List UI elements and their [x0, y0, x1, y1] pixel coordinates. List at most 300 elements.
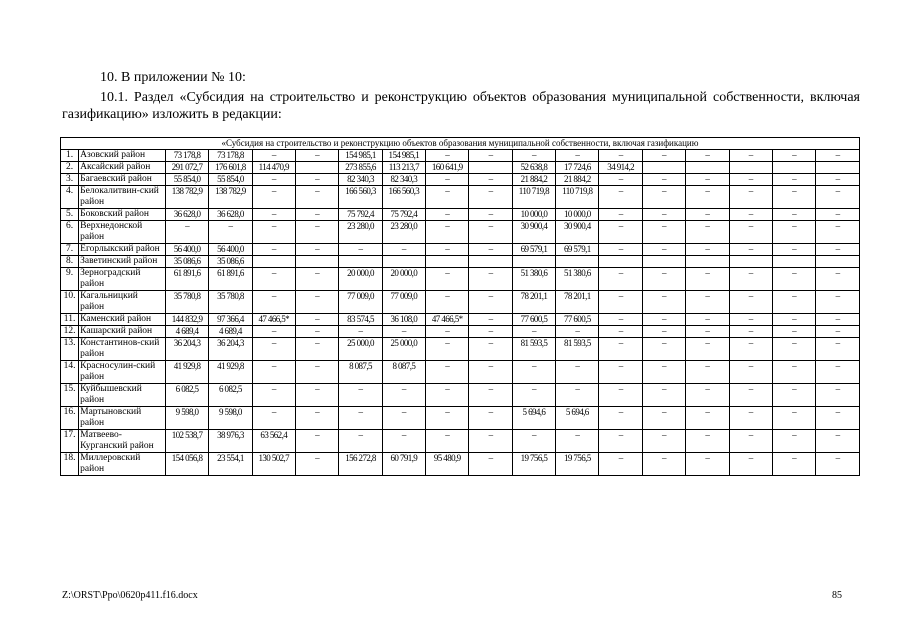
district-name: Егорлыкский район	[79, 244, 166, 256]
value-cell: –	[686, 430, 729, 453]
value-cell: –	[469, 453, 512, 476]
value-cell: 36 108,0	[382, 314, 425, 326]
value-cell: –	[816, 186, 860, 209]
value-cell: –	[729, 453, 772, 476]
value-cell: 38 976,3	[209, 430, 252, 453]
value-cell: –	[686, 291, 729, 314]
value-cell: –	[426, 326, 469, 338]
value-cell: –	[816, 314, 860, 326]
value-cell: –	[426, 150, 469, 162]
value-cell: –	[686, 150, 729, 162]
value-cell: 56 400,0	[209, 244, 252, 256]
value-cell: 19 756,5	[512, 453, 555, 476]
value-cell: 41 929,8	[165, 361, 208, 384]
value-cell: 166 560,3	[339, 186, 382, 209]
value-cell: –	[729, 314, 772, 326]
district-name: Азовский район	[79, 150, 166, 162]
value-cell: –	[382, 407, 425, 430]
table-caption: «Субсидия на строительство и реконструкцию объектов образования муниципальной собственности, включая газификацию	[61, 138, 860, 150]
value-cell: 41 929,8	[209, 361, 252, 384]
value-cell: 110 719,8	[512, 186, 555, 209]
table-row	[61, 174, 860, 186]
value-cell: –	[469, 326, 512, 338]
value-cell: –	[252, 150, 295, 162]
value-cell	[469, 256, 512, 268]
value-cell: –	[599, 384, 642, 407]
value-cell: –	[642, 150, 685, 162]
value-cell: –	[556, 361, 599, 384]
value-cell: 25 000,0	[382, 338, 425, 361]
table-row	[61, 209, 860, 221]
value-cell: –	[426, 338, 469, 361]
table-row	[61, 256, 860, 268]
value-cell: 291 072,7	[165, 162, 208, 174]
value-cell: 130 502,7	[252, 453, 295, 476]
value-cell: 35 780,8	[165, 291, 208, 314]
value-cell: –	[816, 430, 860, 453]
value-cell: –	[729, 221, 772, 244]
value-cell: 144 832,9	[165, 314, 208, 326]
district-name: Заветинский район	[79, 256, 166, 268]
value-cell: –	[556, 384, 599, 407]
value-cell: –	[599, 221, 642, 244]
row-number: 5.	[61, 209, 79, 221]
value-cell: –	[729, 326, 772, 338]
value-cell: 102 538,7	[165, 430, 208, 453]
table-row	[61, 384, 860, 407]
value-cell: –	[512, 384, 555, 407]
value-cell: –	[469, 407, 512, 430]
value-cell: 30 900,4	[556, 221, 599, 244]
row-number: 10.	[61, 291, 79, 314]
value-cell: –	[816, 268, 860, 291]
value-cell: –	[426, 361, 469, 384]
value-cell: –	[729, 338, 772, 361]
value-cell: 10 000,0	[512, 209, 555, 221]
value-cell: –	[252, 209, 295, 221]
value-cell: –	[642, 326, 685, 338]
value-cell: 9 598,0	[165, 407, 208, 430]
value-cell: –	[686, 384, 729, 407]
value-cell: 73 178,8	[209, 150, 252, 162]
value-cell: –	[252, 384, 295, 407]
row-number: 17.	[61, 430, 79, 453]
value-cell: –	[772, 209, 815, 221]
value-cell	[426, 256, 469, 268]
value-cell: 77 600,5	[512, 314, 555, 326]
value-cell: 30 900,4	[512, 221, 555, 244]
value-cell: –	[295, 338, 338, 361]
value-cell: –	[469, 150, 512, 162]
value-cell	[686, 162, 729, 174]
value-cell: –	[599, 150, 642, 162]
value-cell: –	[772, 291, 815, 314]
value-cell: 97 366,4	[209, 314, 252, 326]
value-cell: 160 641,9	[426, 162, 469, 174]
value-cell: –	[252, 221, 295, 244]
value-cell: –	[729, 150, 772, 162]
value-cell: –	[729, 384, 772, 407]
value-cell: 34 914,2	[599, 162, 642, 174]
value-cell: 95 480,9	[426, 453, 469, 476]
value-cell: 273 855,6	[339, 162, 382, 174]
table-row	[61, 244, 860, 256]
value-cell: –	[642, 174, 685, 186]
value-cell: –	[772, 174, 815, 186]
value-cell: –	[642, 361, 685, 384]
value-cell: 36 204,3	[165, 338, 208, 361]
value-cell: 51 380,6	[556, 268, 599, 291]
district-name: Константинов-ский район	[79, 338, 166, 361]
value-cell: –	[469, 314, 512, 326]
value-cell: 47 466,5*	[426, 314, 469, 326]
table-row	[61, 186, 860, 209]
value-cell: –	[772, 326, 815, 338]
value-cell: –	[686, 407, 729, 430]
row-number: 14.	[61, 361, 79, 384]
value-cell: 20 000,0	[382, 268, 425, 291]
table-row	[61, 453, 860, 476]
row-number: 12.	[61, 326, 79, 338]
value-cell: 6 082,5	[209, 384, 252, 407]
value-cell: 56 400,0	[165, 244, 208, 256]
district-name: Белокалитвин-ский район	[79, 186, 166, 209]
value-cell: 5 694,6	[556, 407, 599, 430]
value-cell: 47 466,5*	[252, 314, 295, 326]
value-cell	[642, 162, 685, 174]
district-name: Зерноградский район	[79, 268, 166, 291]
value-cell: –	[772, 407, 815, 430]
value-cell: 21 884,2	[512, 174, 555, 186]
value-cell: –	[686, 314, 729, 326]
value-cell: 35 086,6	[165, 256, 208, 268]
value-cell: –	[295, 150, 338, 162]
value-cell: –	[816, 338, 860, 361]
value-cell: –	[426, 430, 469, 453]
section-heading: 10. В приложении № 10:	[100, 70, 246, 85]
value-cell	[772, 256, 815, 268]
value-cell	[642, 256, 685, 268]
value-cell: 51 380,6	[512, 268, 555, 291]
value-cell: 176 601,8	[209, 162, 252, 174]
value-cell: –	[252, 186, 295, 209]
value-cell: 19 756,5	[556, 453, 599, 476]
value-cell: –	[426, 291, 469, 314]
value-cell: 82 340,3	[382, 174, 425, 186]
value-cell: –	[599, 314, 642, 326]
value-cell: 23 280,0	[382, 221, 425, 244]
table-row	[61, 430, 860, 453]
value-cell: –	[165, 221, 208, 244]
value-cell: 110 719,8	[556, 186, 599, 209]
value-cell: 63 562,4	[252, 430, 295, 453]
value-cell: –	[599, 326, 642, 338]
value-cell: –	[816, 407, 860, 430]
value-cell: –	[599, 209, 642, 221]
value-cell: –	[772, 314, 815, 326]
value-cell: 156 272,8	[339, 453, 382, 476]
value-cell: –	[642, 407, 685, 430]
row-number: 8.	[61, 256, 79, 268]
row-number: 15.	[61, 384, 79, 407]
value-cell: –	[252, 326, 295, 338]
value-cell: –	[642, 338, 685, 361]
value-cell: –	[599, 186, 642, 209]
value-cell: –	[772, 384, 815, 407]
value-cell: –	[426, 407, 469, 430]
value-cell: 23 554,1	[209, 453, 252, 476]
value-cell: –	[642, 291, 685, 314]
value-cell: –	[252, 244, 295, 256]
subsidy-table	[60, 137, 860, 476]
district-name: Кагальницкий район	[79, 291, 166, 314]
value-cell: –	[599, 338, 642, 361]
value-cell: –	[252, 268, 295, 291]
value-cell: –	[599, 430, 642, 453]
value-cell: 69 579,1	[512, 244, 555, 256]
row-number: 4.	[61, 186, 79, 209]
value-cell: –	[599, 361, 642, 384]
value-cell: –	[426, 209, 469, 221]
value-cell: –	[426, 174, 469, 186]
value-cell: 81 593,5	[556, 338, 599, 361]
value-cell: 69 579,1	[556, 244, 599, 256]
value-cell: 36 204,3	[209, 338, 252, 361]
value-cell: –	[772, 268, 815, 291]
value-cell: –	[339, 244, 382, 256]
row-number: 9.	[61, 268, 79, 291]
value-cell: –	[556, 326, 599, 338]
value-cell: –	[295, 174, 338, 186]
district-name: Мартыновский район	[79, 407, 166, 430]
value-cell: 60 791,9	[382, 453, 425, 476]
table-row	[61, 268, 860, 291]
value-cell	[339, 256, 382, 268]
value-cell: 75 792,4	[382, 209, 425, 221]
value-cell: –	[512, 326, 555, 338]
row-number: 13.	[61, 338, 79, 361]
value-cell	[816, 256, 860, 268]
section-paragraph: 10.1. Раздел «Субсидия на строительство и реконструкцию объектов образования муниципальной собственности, включая газификацию» изложить в редакции:	[62, 90, 860, 122]
row-number: 18.	[61, 453, 79, 476]
value-cell: –	[816, 209, 860, 221]
value-cell: 138 782,9	[165, 186, 208, 209]
value-cell: –	[599, 407, 642, 430]
value-cell: 5 694,6	[512, 407, 555, 430]
district-name: Каменский район	[79, 314, 166, 326]
value-cell: 4 689,4	[165, 326, 208, 338]
value-cell: –	[382, 326, 425, 338]
value-cell: 10 000,0	[556, 209, 599, 221]
table-row	[61, 150, 860, 162]
value-cell: –	[295, 430, 338, 453]
value-cell: –	[469, 291, 512, 314]
value-cell	[252, 256, 295, 268]
district-name: Боковский район	[79, 209, 166, 221]
value-cell: –	[295, 384, 338, 407]
value-cell: 78 201,1	[556, 291, 599, 314]
value-cell: 81 593,5	[512, 338, 555, 361]
value-cell: –	[816, 174, 860, 186]
value-cell: –	[252, 407, 295, 430]
value-cell	[295, 162, 338, 174]
value-cell	[729, 256, 772, 268]
value-cell: –	[295, 326, 338, 338]
value-cell: –	[642, 384, 685, 407]
value-cell: –	[816, 291, 860, 314]
value-cell: –	[642, 244, 685, 256]
table-row	[61, 407, 860, 430]
value-cell: 154 056,8	[165, 453, 208, 476]
table-row	[61, 326, 860, 338]
value-cell: –	[816, 384, 860, 407]
value-cell: –	[816, 221, 860, 244]
row-number: 3.	[61, 174, 79, 186]
value-cell: –	[382, 384, 425, 407]
value-cell: –	[686, 361, 729, 384]
value-cell: –	[729, 407, 772, 430]
footer-file-path: Z:\ORST\Ppo\0620p411.f16.docx	[62, 590, 198, 601]
value-cell: –	[339, 326, 382, 338]
value-cell: –	[339, 384, 382, 407]
value-cell: –	[816, 361, 860, 384]
value-cell: –	[816, 150, 860, 162]
value-cell: –	[252, 291, 295, 314]
value-cell: –	[599, 291, 642, 314]
value-cell: –	[772, 453, 815, 476]
value-cell: –	[252, 361, 295, 384]
value-cell: 36 628,0	[209, 209, 252, 221]
value-cell	[469, 162, 512, 174]
value-cell: –	[426, 268, 469, 291]
value-cell: –	[295, 291, 338, 314]
value-cell: –	[686, 338, 729, 361]
value-cell: 154 985,1	[382, 150, 425, 162]
value-cell: –	[729, 268, 772, 291]
value-cell: –	[729, 244, 772, 256]
value-cell: 55 854,0	[165, 174, 208, 186]
row-number: 6.	[61, 221, 79, 244]
value-cell: –	[382, 430, 425, 453]
value-cell: –	[469, 186, 512, 209]
value-cell: –	[426, 186, 469, 209]
value-cell: –	[772, 361, 815, 384]
value-cell: –	[599, 244, 642, 256]
row-number: 7.	[61, 244, 79, 256]
value-cell: –	[772, 150, 815, 162]
value-cell: –	[816, 453, 860, 476]
value-cell: –	[339, 407, 382, 430]
value-cell: –	[772, 430, 815, 453]
value-cell	[816, 162, 860, 174]
value-cell: –	[469, 361, 512, 384]
value-cell: –	[642, 430, 685, 453]
value-cell: –	[469, 268, 512, 291]
value-cell: –	[556, 150, 599, 162]
value-cell: 82 340,3	[339, 174, 382, 186]
value-cell: –	[295, 221, 338, 244]
value-cell	[772, 162, 815, 174]
value-cell: 83 574,5	[339, 314, 382, 326]
value-cell: 138 782,9	[209, 186, 252, 209]
value-cell: –	[642, 221, 685, 244]
table-row	[61, 221, 860, 244]
value-cell: –	[469, 338, 512, 361]
value-cell: 114 470,9	[252, 162, 295, 174]
value-cell: 61 891,6	[209, 268, 252, 291]
district-name: Миллеровский район	[79, 453, 166, 476]
value-cell: –	[686, 186, 729, 209]
value-cell: 35 086,6	[209, 256, 252, 268]
row-number: 11.	[61, 314, 79, 326]
value-cell: –	[295, 407, 338, 430]
value-cell: –	[469, 221, 512, 244]
value-cell	[556, 256, 599, 268]
value-cell: –	[469, 209, 512, 221]
value-cell: –	[426, 244, 469, 256]
value-cell: –	[556, 430, 599, 453]
value-cell: –	[729, 361, 772, 384]
value-cell	[599, 256, 642, 268]
table-row	[61, 314, 860, 326]
district-name: Багаевский район	[79, 174, 166, 186]
value-cell	[686, 256, 729, 268]
value-cell: –	[295, 453, 338, 476]
value-cell: –	[252, 174, 295, 186]
value-cell: 36 628,0	[165, 209, 208, 221]
value-cell: –	[816, 326, 860, 338]
value-cell: –	[816, 244, 860, 256]
value-cell: 73 178,8	[165, 150, 208, 162]
row-number: 16.	[61, 407, 79, 430]
value-cell: –	[642, 186, 685, 209]
value-cell	[295, 256, 338, 268]
value-cell: –	[209, 221, 252, 244]
value-cell: –	[772, 221, 815, 244]
value-cell: 113 213,7	[382, 162, 425, 174]
value-cell: 9 598,0	[209, 407, 252, 430]
value-cell: 52 638,8	[512, 162, 555, 174]
value-cell: –	[642, 268, 685, 291]
value-cell: –	[512, 430, 555, 453]
row-number: 1.	[61, 150, 79, 162]
value-cell: –	[642, 314, 685, 326]
value-cell: –	[469, 384, 512, 407]
value-cell: –	[252, 338, 295, 361]
value-cell: 77 009,0	[382, 291, 425, 314]
value-cell: –	[772, 186, 815, 209]
value-cell: –	[426, 221, 469, 244]
value-cell: 8 087,5	[382, 361, 425, 384]
value-cell	[512, 256, 555, 268]
value-cell: 55 854,0	[209, 174, 252, 186]
value-cell: 75 792,4	[339, 209, 382, 221]
value-cell: –	[295, 209, 338, 221]
value-cell: –	[729, 209, 772, 221]
value-cell: 78 201,1	[512, 291, 555, 314]
value-cell: –	[686, 326, 729, 338]
row-number: 2.	[61, 162, 79, 174]
value-cell: –	[599, 268, 642, 291]
district-name: Красносулин-ский район	[79, 361, 166, 384]
value-cell: –	[295, 268, 338, 291]
value-cell: –	[426, 384, 469, 407]
value-cell: –	[469, 174, 512, 186]
value-cell: –	[599, 453, 642, 476]
district-name: Матвеево-Курганский район	[79, 430, 166, 453]
value-cell: 25 000,0	[339, 338, 382, 361]
value-cell: –	[772, 244, 815, 256]
